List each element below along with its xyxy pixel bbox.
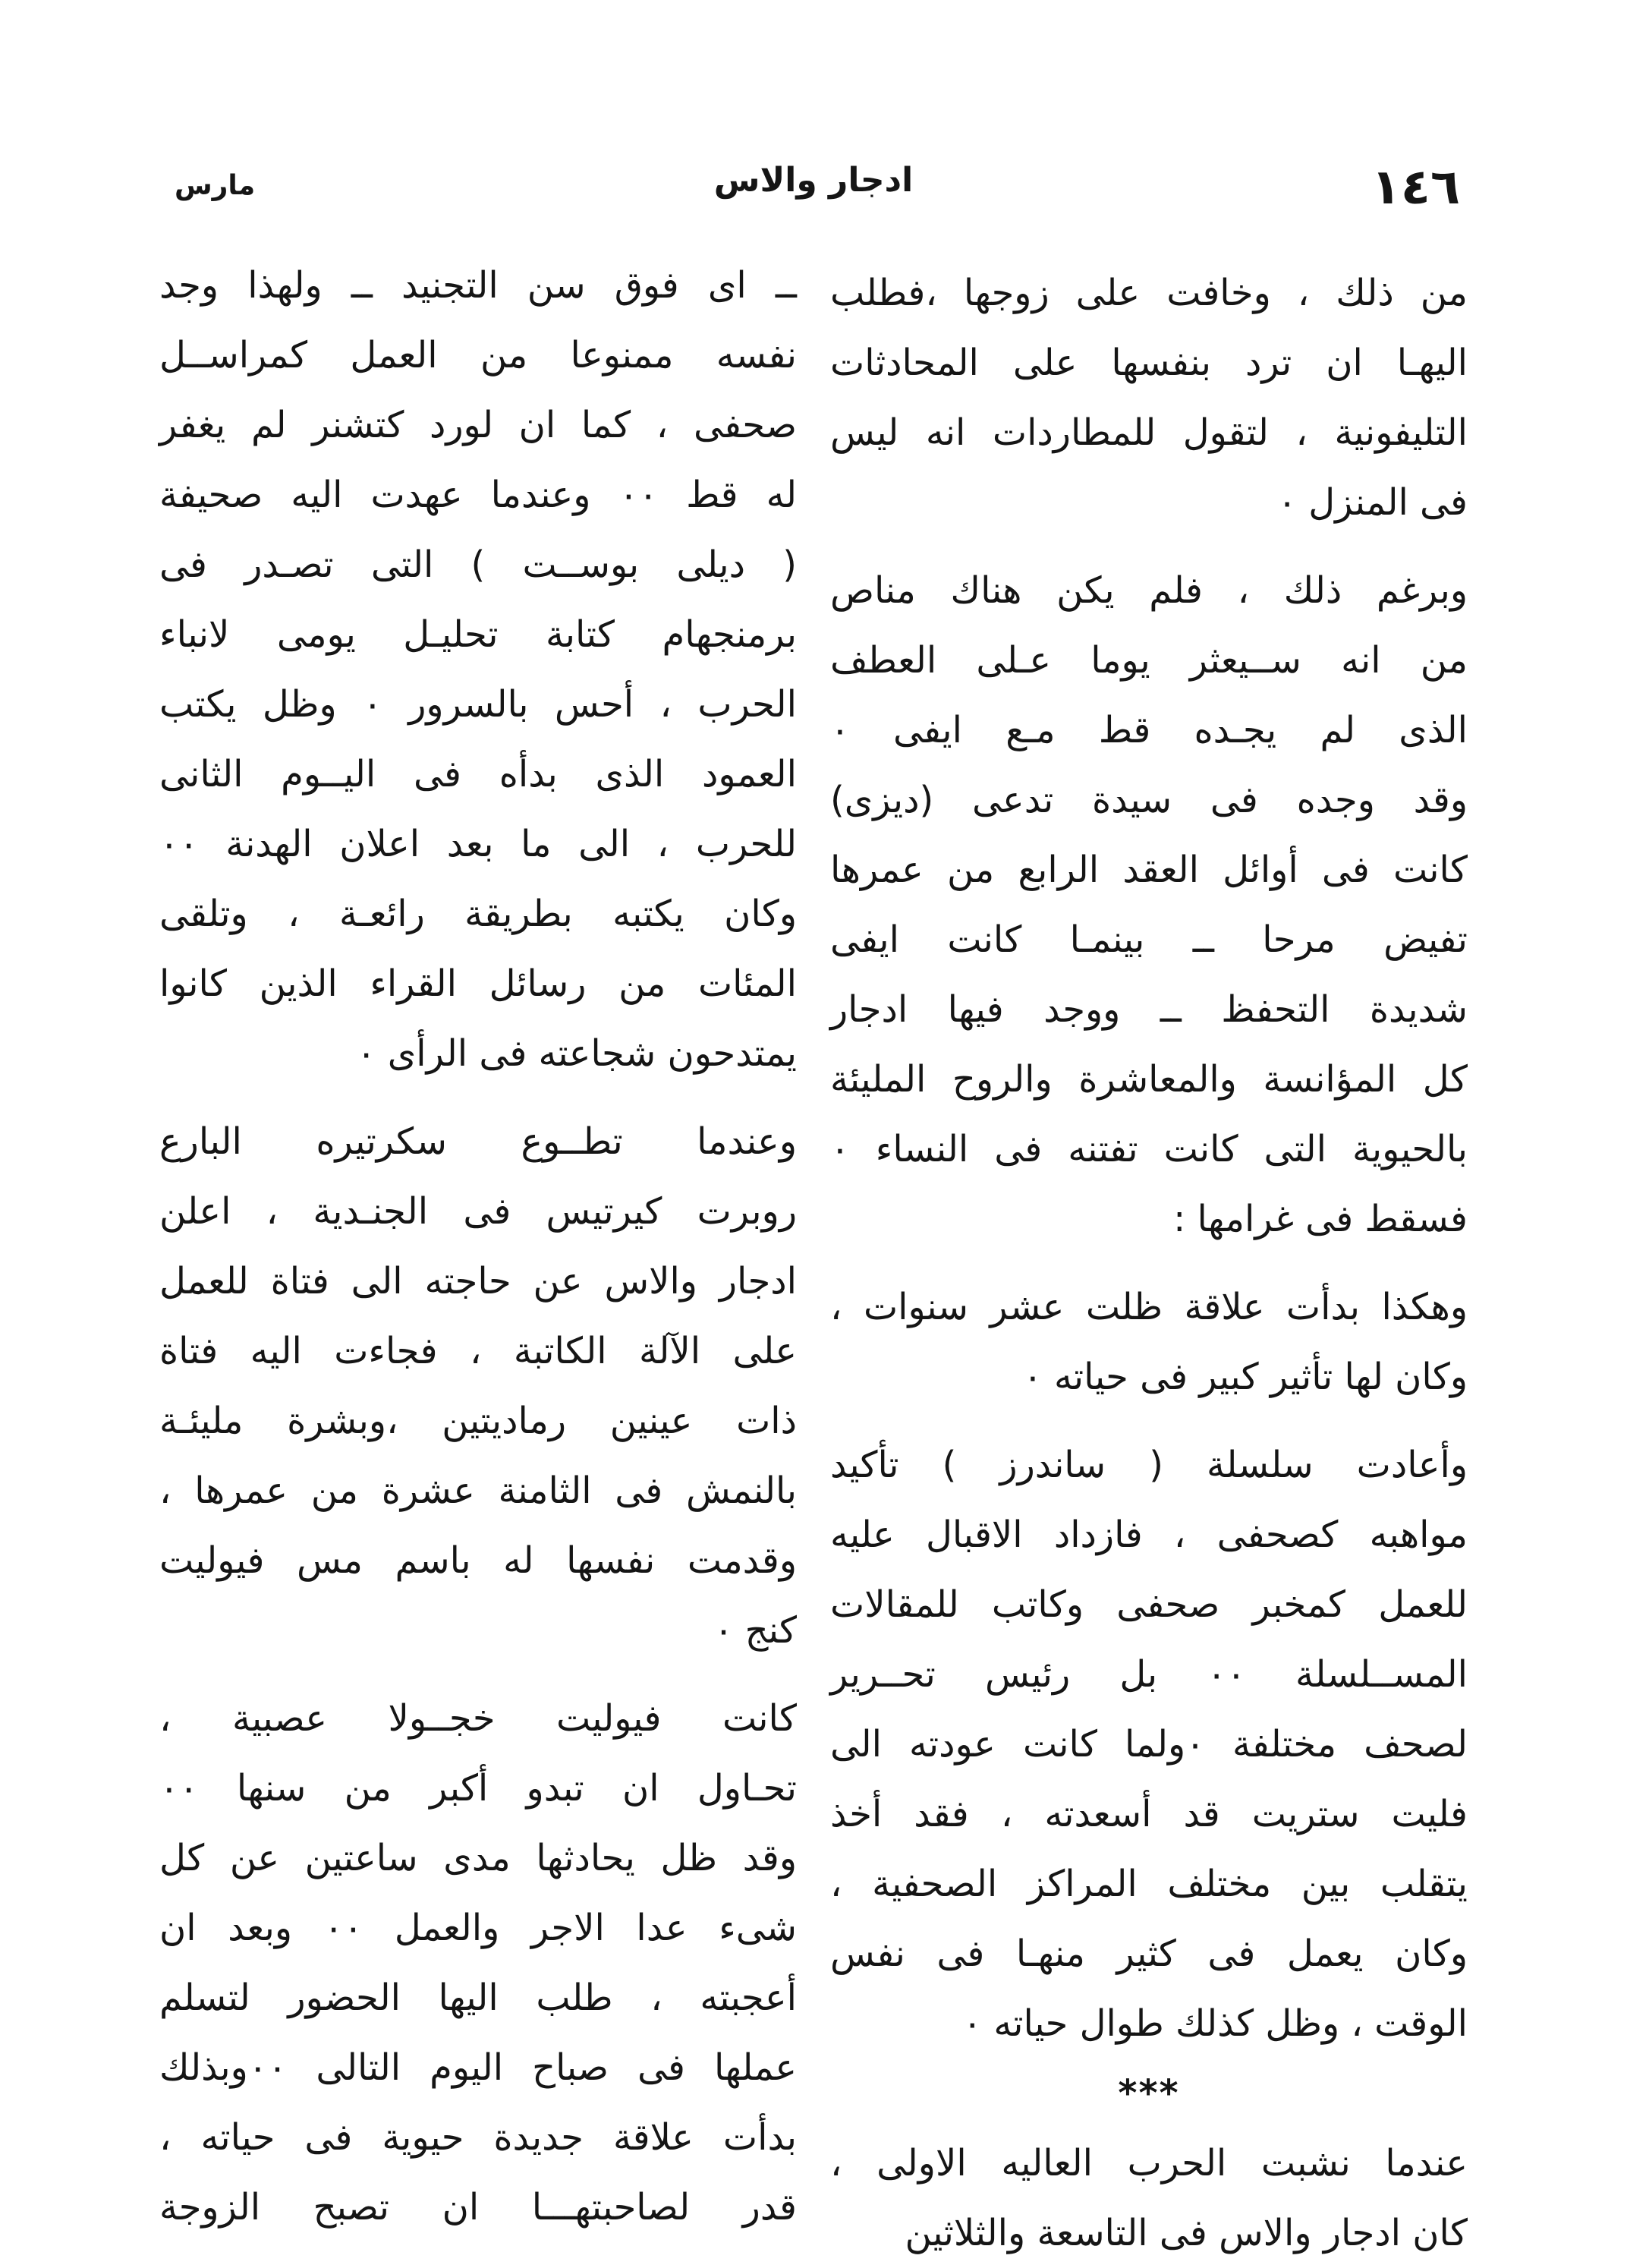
text-line: وبرغم ذلك ، فلم يكن هناك مناص <box>830 569 1468 612</box>
text-line: له قط ٠٠ وعندما عهدت اليه صحيفة <box>159 474 797 516</box>
text-line: تحـاول ان تبدو أكبر من سنها ٠٠ <box>159 1767 797 1810</box>
text-line: للحرب ، الى ما بعد اعلان الهدنة ٠٠ <box>159 823 797 865</box>
text-line: من انه ســيعثر يوما عـلى العطف <box>830 639 1468 682</box>
text-line: وقد ظل يحادثها مدى ساعتين عن كل <box>159 1837 797 1879</box>
text-line: يتقلب بين مختلف المراكز الصحفية ، <box>830 1863 1468 1905</box>
text-line: وقدمت نفسها له باسم مس فيوليت <box>159 1539 797 1582</box>
text-line: الوقت ، وظل كذلك طوال حياته ٠ <box>962 2002 1468 2045</box>
page-header <box>167 152 1460 220</box>
text-line: وكان لها تأثير كبير فى حياته ٠ <box>1022 1356 1468 1398</box>
paragraph-gap <box>159 1088 797 1107</box>
text-line: ــ اى فوق سن التجنيد ــ ولهذا وجد <box>159 264 797 307</box>
text-line: فى المنزل ٠ <box>1277 481 1468 524</box>
text-line: من ذلك ، وخافت على زوجها ،فطلب <box>830 272 1468 314</box>
text-line: الذى لم يجـده قط مـع ايفى ٠ <box>830 709 1468 751</box>
paragraph <box>830 2128 1468 2268</box>
page-number: ١٤٦ <box>1371 159 1460 216</box>
text-line: المئات من رسائل القراء الذين كانوا <box>159 962 797 1005</box>
text-line: مواهبه كصحفى ، فازداد الاقبال عليه <box>830 1514 1468 1556</box>
paragraph <box>830 1430 1468 2059</box>
text-line: عملها فى صباح اليوم التالى ٠٠وبذلك <box>159 2046 797 2089</box>
text-line: كانت فيوليت خجــولا عصبية ، <box>159 1697 797 1740</box>
text-line: وكان يعمل فى كثير منهـا فى نفس <box>830 1933 1468 1975</box>
text-line: لصحف مختلفة ٠ولما كانت عودته الى <box>830 1723 1468 1766</box>
text-line: للعمل كمخبر صحفى وكاتب للمقالات <box>830 1583 1468 1626</box>
text-line: كانت فى أوائل العقد الرابع من عمرها <box>830 849 1468 891</box>
text-line: شىء عدا الاجر والعمل ٠٠ وبعد ان <box>159 1907 797 1949</box>
text-line: وقد وجده فى سيدة تدعى (ديزى) <box>830 779 1468 821</box>
paragraph <box>830 258 1468 537</box>
text-line: كل المؤانسة والمعاشرة والروح المليئة <box>830 1058 1468 1101</box>
text-line: الحرب ، أحس بالسرور ٠ وظل يكتب <box>159 683 798 726</box>
text-line: وهكذا بدأت علاقة ظلت عشر سنوات ، <box>830 1286 1468 1328</box>
right-column <box>830 258 1468 2268</box>
text-line: يمتدحون شجاعته فى الرأى ٠ <box>356 1032 797 1075</box>
text-line: تفيض مرحا ــ بينمـا كانت ايفى <box>830 918 1468 961</box>
text-line: ادجار والاس عن حاجته الى فتاة للعمل <box>159 1260 797 1303</box>
paragraph <box>159 1107 797 1665</box>
text-line: فليت ستريت قد أسعدته ، فقد أخذ <box>830 1793 1468 1835</box>
paragraph-gap <box>830 1412 1468 1430</box>
paragraph <box>830 556 1468 1254</box>
text-line: برمنجهام كتابة تحليـل يومى لانباء <box>159 613 797 656</box>
paragraph <box>159 1684 797 2242</box>
text-line: وكان يكتبه بطريقة رائعـة ، وتلقى <box>159 893 797 935</box>
text-line: اليهـا ان ترد بنفسها على المحادثات <box>830 342 1468 384</box>
paragraph <box>830 1272 1468 1412</box>
paragraph-gap <box>159 1665 797 1684</box>
text-line: صحفى ، كما ان لورد كتشنر لم يغفر <box>159 404 797 446</box>
text-line: عندما نشبت الحرب العاليه الاولى ، <box>830 2142 1468 2185</box>
text-line: المســلسلة ٠٠ بل رئيس تحــرير <box>830 1653 1468 1696</box>
text-line: أعجبته ، طلب اليها الحضور لتسلم <box>159 1977 797 2019</box>
text-line: بدأت علاقة جديدة حيوية فى حياته ، <box>159 2116 797 2159</box>
text-line: وأعادت سلسلة ( ساندرز ) تأكيد <box>830 1444 1468 1486</box>
text-line: نفسه ممنوعا من العمل كمراســل <box>159 334 797 376</box>
text-line: روبرت كيرتيس فى الجنـدية ، اعلن <box>159 1190 797 1233</box>
text-line: العمود الذى بدأه فى اليــوم الثانى <box>159 753 797 795</box>
text-line: فسقط فى غرامها : <box>1173 1198 1468 1240</box>
paragraph-gap <box>830 1254 1468 1272</box>
text-line: ( ديلى بوســت ) التى تصـدر فى <box>159 543 797 586</box>
issue-month: مارس <box>175 170 256 201</box>
text-line: شديدة التحفظ ــ ووجد فيها ادجار <box>830 988 1468 1031</box>
text-line: وعندما تطــوع سكرتيره البارع <box>159 1120 797 1163</box>
text-line: على الآلة الكاتبة ، فجاءت اليه فتاة <box>159 1330 797 1372</box>
left-column <box>159 250 797 2242</box>
text-line: قدر لصاحبتهـــا ان تصبح الزوجة <box>159 2186 797 2229</box>
paragraph <box>159 250 797 1088</box>
text-line: كان ادجار والاس فى التاسعة والثلاثين <box>905 2212 1468 2254</box>
text-line: كنج ٠ <box>713 1609 797 1652</box>
text-line: ذات عينين رماديتين ،وبشرة مليئـة <box>159 1400 797 1442</box>
paragraph-gap <box>830 537 1468 556</box>
running-title: ادجار والاس <box>713 161 914 200</box>
text-line: بالحيوية التى كانت تفتنه فى النساء ٠ <box>830 1128 1468 1170</box>
text-line: بالنمش فى الثامنة عشرة من عمرها ، <box>159 1469 797 1512</box>
text-line: التليفونية ، لتقول للمطاردات انه ليس <box>830 411 1468 454</box>
section-divider-stars: *** <box>1118 2072 1180 2115</box>
